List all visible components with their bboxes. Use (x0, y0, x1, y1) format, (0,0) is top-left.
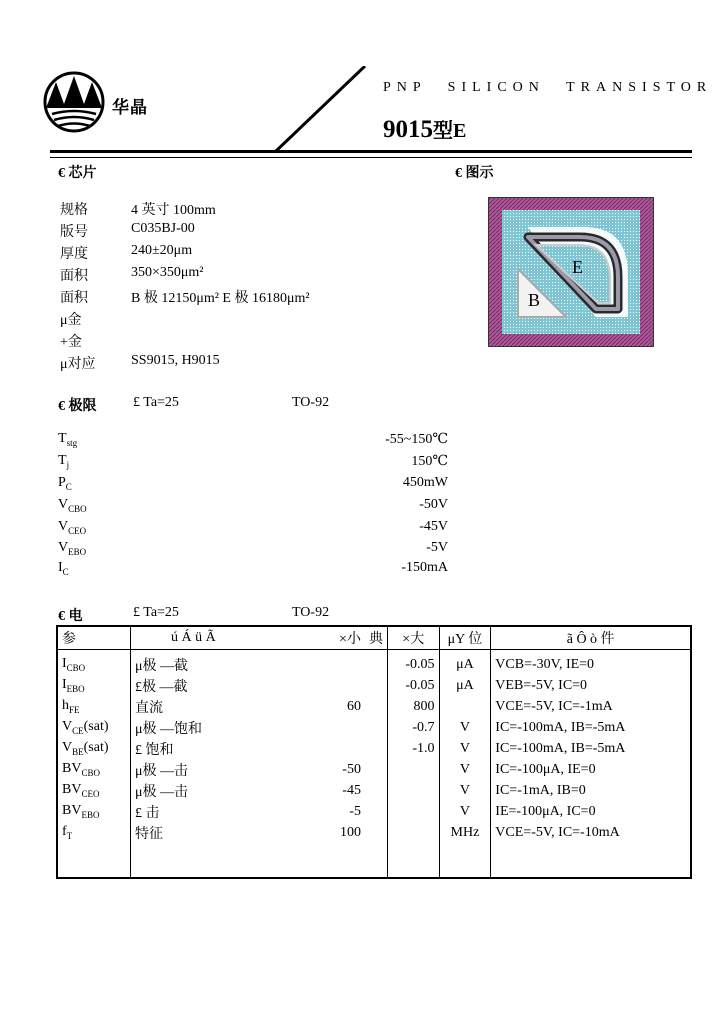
param-cond: IC=-100μA, IE=0 (491, 759, 691, 780)
param-unit: MHz (439, 822, 491, 878)
param-max (387, 822, 439, 878)
spec-value: C035BJ-00 (131, 221, 195, 236)
header-rule-thick (50, 150, 692, 153)
param-max (387, 801, 439, 822)
param-unit: μA (439, 675, 491, 696)
rating-value: -45V (419, 519, 448, 534)
table-row (57, 738, 691, 759)
electrical-heading: € 电 (58, 609, 83, 624)
emitter-label: E (572, 257, 583, 277)
param-min (286, 650, 365, 676)
param-symbol: $V_{CE}(sat)$ (62, 719, 109, 736)
param-max: -0.05 (387, 675, 439, 696)
param-min: 100 (339, 824, 361, 840)
param-unit (439, 696, 491, 717)
table-row (57, 780, 691, 801)
param-cond: IC=-100mA, IB=-5mA (491, 717, 691, 738)
param-cond: VCE=-5V, IC=-1mA (491, 696, 691, 717)
param-min: 60 (346, 698, 361, 714)
col-desc: ú Á ü Ã (130, 626, 286, 650)
param-desc: μ极 —饱和 (130, 717, 286, 738)
col-max: ×大 (387, 626, 439, 650)
rating-value: -55~150℃ (385, 432, 448, 447)
param-desc: μ极 —击 (130, 780, 286, 801)
param-cond: VEB=-5V, IC=0 (491, 675, 691, 696)
table-row (57, 696, 691, 717)
electrical-characteristics-table (56, 625, 692, 879)
ratings-package: TO-92 (292, 395, 330, 410)
rating-row (58, 560, 448, 580)
table-header-row (57, 626, 691, 650)
rating-symbol: $V_{CEO}$ (58, 519, 87, 536)
rating-row (58, 497, 448, 517)
rating-symbol: $V_{CBO}$ (58, 497, 87, 514)
spec-value: 4 英寸 100mm (131, 203, 216, 218)
base-label: B (528, 290, 541, 310)
param-symbol: $h_{FE}$ (62, 698, 80, 715)
param-unit: μA (439, 650, 491, 676)
table-row (57, 650, 691, 676)
param-cond: VCE=-5V, IC=-10mA (491, 822, 691, 878)
spec-label: μ金 (60, 313, 82, 328)
spec-label: 面积 (60, 291, 88, 306)
spec-value: SS9015, H9015 (131, 353, 220, 368)
param-min: -45 (342, 782, 361, 798)
ratings-heading: € 极限 (58, 399, 97, 414)
spec-label: μ对应 (60, 357, 96, 372)
rating-value: -5V (426, 540, 448, 555)
electrical-condition: £ Ta=25 (133, 605, 179, 620)
spec-label: 厚度 (60, 247, 88, 262)
param-symbol: $I_{CBO}$ (62, 656, 86, 673)
rating-symbol: $P_C$ (58, 475, 72, 492)
rating-value: -50V (419, 497, 448, 512)
rating-value: 150℃ (411, 454, 448, 469)
spec-value: 350×350μm² (131, 265, 204, 280)
rating-symbol: $T_{stg}$ (58, 431, 78, 448)
param-desc: 直流 (130, 696, 286, 717)
param-desc: 特征 (130, 822, 286, 878)
part-number: 9015型E (383, 116, 467, 143)
rating-row (58, 475, 448, 495)
spec-value: B 极 12150μm² E 极 16180μm² (131, 291, 310, 306)
rating-value: -150mA (401, 560, 448, 575)
col-typ: 典 (365, 626, 388, 650)
param-min: -5 (349, 803, 361, 819)
param-symbol: $BV_{EBO}$ (62, 803, 100, 820)
param-symbol: $I_{EBO}$ (62, 677, 85, 694)
param-symbol: $f_T$ (62, 824, 73, 841)
chip-section-heading: € 芯片 (58, 166, 97, 181)
rating-symbol: $T_j$ (58, 453, 70, 470)
rating-value: 450mW (402, 475, 448, 490)
spec-label: +金 (60, 335, 82, 350)
param-unit: V (439, 738, 491, 759)
param-max: 800 (387, 696, 439, 717)
table-row (57, 822, 691, 878)
param-symbol: $BV_{CEO}$ (62, 782, 100, 799)
param-desc: μ极 —截 (130, 650, 286, 676)
document-title: PNP SILICON TRANSISTOR (383, 80, 713, 95)
param-max: -1.0 (387, 738, 439, 759)
param-min: -50 (342, 761, 361, 777)
param-min (286, 675, 365, 696)
col-unit: μY 位 (439, 626, 491, 650)
col-param: 参 (57, 626, 130, 650)
table-row (57, 675, 691, 696)
col-cond: ã Ô ò 件 (491, 626, 691, 650)
header-diagonal-rule (270, 66, 380, 152)
param-min (286, 717, 365, 738)
param-symbol: $V_{BE}(sat)$ (62, 740, 109, 757)
param-max (387, 780, 439, 801)
diagram-heading: € 图示 (455, 166, 494, 181)
spec-label: 规格 (60, 203, 88, 218)
spec-label: 版号 (60, 225, 88, 240)
table-row (57, 759, 691, 780)
param-desc: μ极 —击 (130, 759, 286, 780)
table-row (57, 801, 691, 822)
param-desc: £极 —截 (130, 675, 286, 696)
param-unit: V (439, 801, 491, 822)
logo-text: 华晶 (112, 98, 148, 117)
param-desc: £ 饱和 (130, 738, 286, 759)
spec-label: 面积 (60, 269, 88, 284)
rating-row (58, 431, 448, 451)
param-cond: IC=-1mA, IB=0 (491, 780, 691, 801)
param-min (286, 738, 365, 759)
rating-symbol: $V_{EBO}$ (58, 540, 87, 557)
param-cond: VCB=-30V, IE=0 (491, 650, 691, 676)
param-unit: V (439, 759, 491, 780)
param-cond: IE=-100μA, IC=0 (491, 801, 691, 822)
rating-row (58, 453, 448, 473)
spec-value: 240±20μm (131, 243, 193, 258)
rating-row (58, 540, 448, 560)
param-max (387, 759, 439, 780)
ratings-condition: £ Ta=25 (133, 395, 179, 410)
chip-layout-diagram (488, 197, 654, 347)
param-max: -0.05 (387, 650, 439, 676)
param-max: -0.7 (387, 717, 439, 738)
electrical-package: TO-92 (292, 605, 330, 620)
header-rule-thin (50, 157, 692, 158)
table-row (57, 717, 691, 738)
col-min: ×小 (286, 626, 365, 650)
rating-row (58, 519, 448, 539)
param-desc: £ 击 (130, 801, 286, 822)
param-cond: IC=-100mA, IB=-5mA (491, 738, 691, 759)
param-unit: V (439, 780, 491, 801)
rating-symbol: $I_C$ (58, 560, 69, 577)
company-logo (42, 70, 106, 134)
param-unit: V (439, 717, 491, 738)
param-symbol: $BV_{CBO}$ (62, 761, 100, 778)
